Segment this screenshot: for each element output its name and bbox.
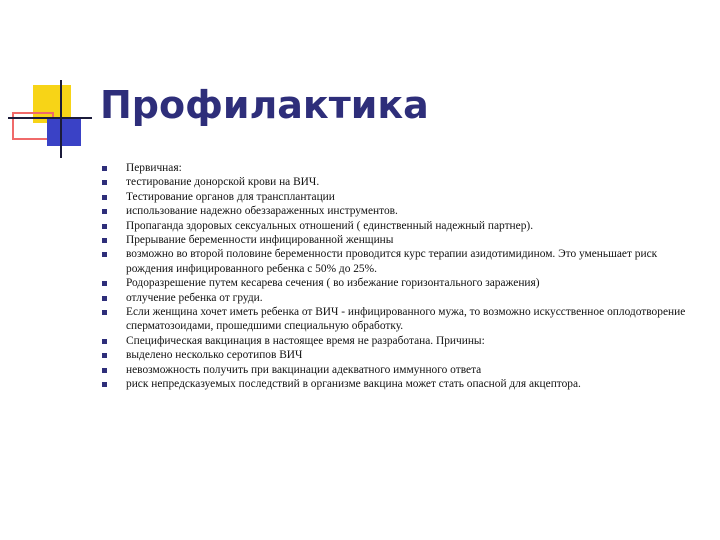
- square-bullet-icon: [102, 209, 107, 214]
- bullet-item: [100, 219, 700, 233]
- bullet-text: возможно во второй половине беременности проводится курс терапии азидотимидином. Это уменьшает риск рождения инфицированного ребенка с 50% до 25%.: [126, 248, 658, 275]
- bullet-item: [100, 377, 700, 391]
- square-bullet-icon: [102, 353, 107, 358]
- bullet-text: Если женщина хочет иметь ребенка от ВИЧ - инфицированного мужа, то возможно искусственное оплодотворение сперматозоидами, прошедшими специальную обработку.: [126, 306, 686, 333]
- bullet-text: Пропаганда здоровых сексуальных отношений ( единственный надежный партнер).: [126, 219, 534, 232]
- bullet-text: невозможность получить при вакцинации адекватного иммунного ответа: [126, 363, 482, 376]
- square-bullet-icon: [102, 296, 107, 301]
- square-bullet-icon: [102, 195, 107, 200]
- square-bullet-icon: [102, 382, 107, 387]
- bullet-text: использование надежно обеззараженных инструментов.: [126, 205, 398, 218]
- logo-horizontal-line: [8, 117, 92, 119]
- logo-blue-square: [47, 118, 81, 146]
- square-bullet-icon: [102, 310, 107, 315]
- bullet-item: [100, 204, 700, 218]
- bullet-text: Первичная:: [126, 162, 182, 174]
- bullet-text: тестирование донорской крови на ВИЧ.: [126, 176, 320, 189]
- bullet-item: [100, 363, 700, 377]
- bullet-item: [100, 348, 700, 362]
- square-bullet-icon: [102, 252, 107, 257]
- bullet-item: [100, 334, 700, 348]
- square-bullet-icon: [102, 281, 107, 286]
- bullet-item: [100, 161, 700, 175]
- bullet-item: [100, 175, 700, 189]
- bullet-text: Родоразрешение путем кесарева сечения ( во избежание горизонтального заражения): [126, 277, 540, 290]
- square-bullet-icon: [102, 339, 107, 344]
- bullet-text: отлучение ребенка от груди.: [126, 291, 263, 304]
- square-bullet-icon: [102, 180, 107, 185]
- square-bullet-icon: [102, 166, 107, 171]
- square-bullet-icon: [102, 368, 107, 373]
- bullet-item: [100, 190, 700, 204]
- bullet-item: [100, 247, 700, 276]
- bullet-item: [100, 291, 700, 305]
- bullet-item: [100, 305, 700, 334]
- square-bullet-icon: [102, 238, 107, 243]
- slide-title: Профилактика: [100, 83, 429, 127]
- bullet-text: риск непредсказуемых последствий в организме вакцина может стать опасной для акцептора.: [126, 378, 581, 391]
- bullet-text: Специфическая вакцинация в настоящее время не разработана. Причины:: [126, 334, 485, 347]
- bullet-text: выделено несколько серотипов ВИЧ: [126, 349, 303, 362]
- square-bullet-icon: [102, 224, 107, 229]
- bullet-item: [100, 233, 700, 247]
- bullet-text: Тестирование органов для трансплантации: [126, 190, 335, 203]
- bullet-text: Прерывание беременности инфицированной женщины: [126, 234, 394, 247]
- logo-vertical-line: [60, 80, 62, 158]
- bullet-item: [100, 276, 700, 290]
- bullet-list: [100, 161, 700, 392]
